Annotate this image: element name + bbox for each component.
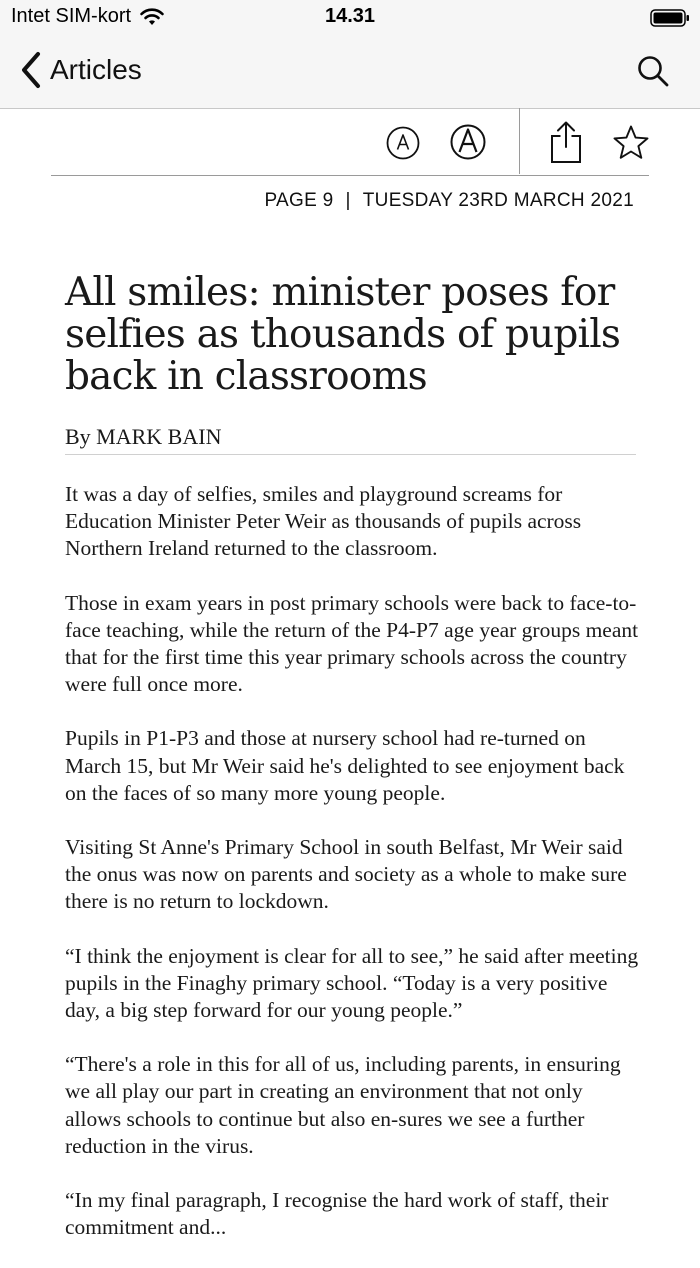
article-headline: All smiles: minister poses for selfies as thousands of pupils back in classrooms [65, 270, 621, 399]
font-size-increase-icon[interactable] [448, 122, 488, 162]
article-paragraph: “There's a role in this for all of us, including parents, in ensuring we all play our part in creating an environment that not only allows schools to continue but also en-sures we see a further reduction in the virus. [65, 1052, 621, 1158]
article-body [65, 481, 640, 1268]
carrier-label: Intet SIM-kort [11, 5, 132, 27]
article-toolbar [0, 108, 700, 176]
font-size-decrease-icon[interactable] [384, 124, 422, 162]
article-byline: By MARK BAIN [65, 424, 222, 449]
article-paragraph: Those in exam years in post primary schools were back to face-to-face teaching, while the return of the P4-P7 age year groups meant that for the first time this year primary schools across the country were full once more. [65, 590, 639, 697]
page-separator: | [345, 190, 351, 211]
share-icon[interactable] [548, 120, 584, 164]
issue-date: TUESDAY 23RD MARCH 2021 [362, 190, 634, 211]
status-time: 14.31 [324, 5, 376, 27]
toolbar-rule [51, 175, 649, 176]
navigation-bar [0, 36, 700, 109]
star-icon[interactable] [612, 124, 650, 162]
chevron-left-icon [18, 50, 44, 90]
search-icon[interactable] [636, 54, 670, 88]
article-paragraph: “I think the enjoyment is clear for all to see,” he said after meeting pupils in the Finaghy primary school. “Today is a very positive day, a big step forward for our young people.” [65, 943, 639, 1023]
article-paragraph: “In my final paragraph, I recognise the hard work of staff, their commitment and... [65, 1188, 609, 1240]
toolbar-divider [519, 108, 520, 174]
article-paragraph: Pupils in P1-P3 and those at nursery school had re-turned on March 15, but Mr Weir said he's delighted to see enjoyment back on the faces of so many more young people. [65, 726, 625, 805]
back-button[interactable] [18, 50, 142, 90]
status-bar [0, 0, 700, 36]
byline-rule [65, 454, 636, 455]
article-paragraph: It was a day of selfies, smiles and playground screams for Education Minister Peter Weir as thousands of pupils across Northern Ireland returned to the classroom. [65, 482, 582, 561]
battery-icon [650, 9, 690, 27]
article-paragraph: Visiting St Anne's Primary School in south Belfast, Mr Weir said the onus was now on parents and society as a whole to make sure there is no return to lockdown. [65, 835, 627, 914]
back-label: Articles [50, 54, 142, 85]
page-date-line [264, 190, 634, 212]
page-number: PAGE 9 [264, 190, 334, 211]
